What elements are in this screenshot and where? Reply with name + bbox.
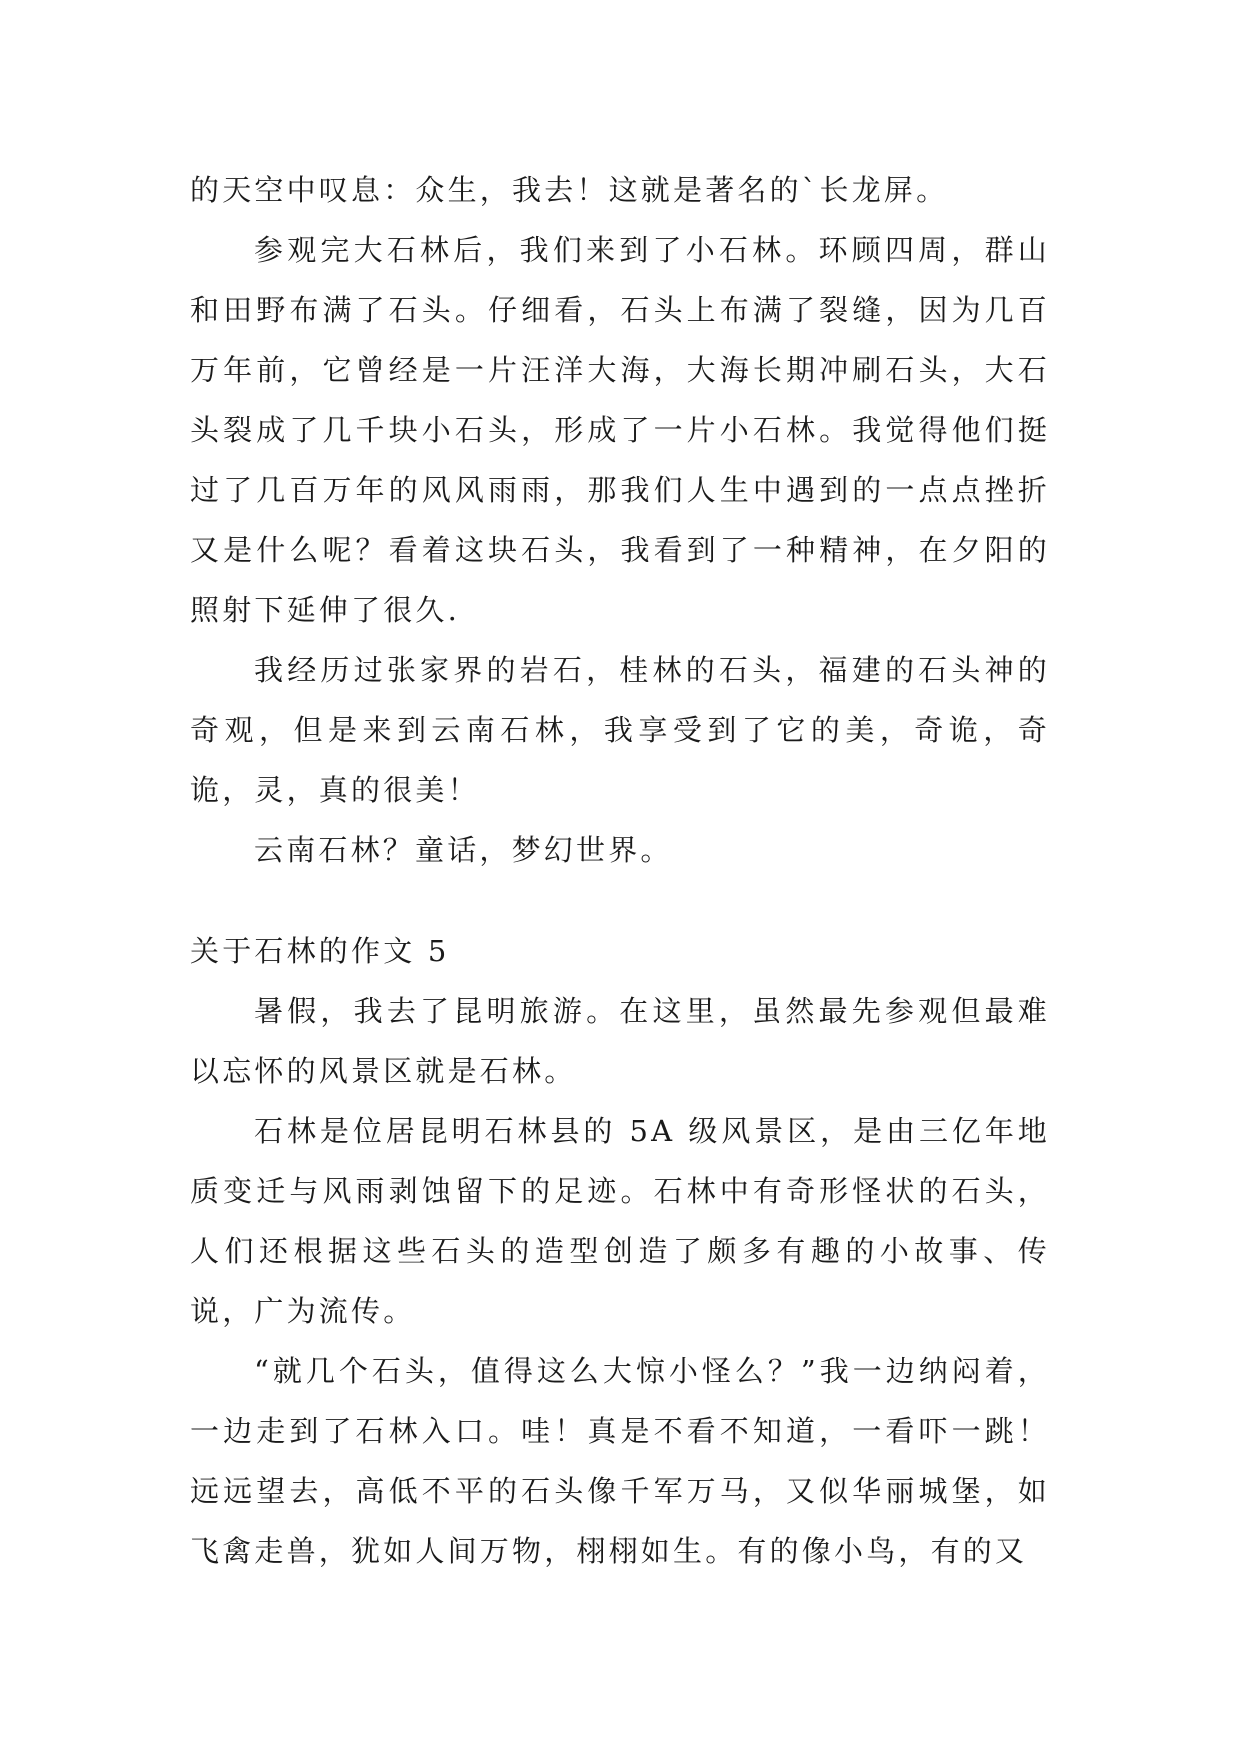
section-title: 关于石林的作文 5 (190, 934, 450, 968)
paragraph: 我经历过张家界的岩石，桂林的石头，福建的石头神的奇观，但是来到云南石林，我享受到了它的美，奇诡，奇诡，灵，真的很美！ (190, 653, 1050, 807)
paragraph: 云南石林？童话，梦幻世界。 (254, 833, 673, 867)
paragraph: 石林是位居昆明石林县的 5A 级风景区，是由三亿年地质变迁与风雨剥蚀留下的足迹。石林中有奇形怪状的石头，人们还根据这些石头的造型创造了颇多有趣的小故事、传说，广为流传。 (190, 1114, 1050, 1328)
paragraph: 的天空中叹息：众生，我去！这就是著名的`长龙屏。 (190, 173, 949, 207)
document-body (190, 160, 1050, 1581)
paragraph: 暑假，我去了昆明旅游。在这里，虽然最先参观但最难以忘怀的风景区就是石林。 (190, 994, 1050, 1088)
paragraph: “就几个石头，值得这么大惊小怪么？”我一边纳闷着，一边走到了石林入口。哇！真是不看不知道，一看吓一跳！远远望去，高低不平的石头像千军万马，又似华丽城堡，如飞禽走兽，犹如人间万物，栩栩如生。有的像小鸟，有的又 (190, 1354, 1050, 1568)
paragraph: 参观完大石林后，我们来到了小石林。环顾四周，群山和田野布满了石头。仔细看，石头上布满了裂缝，因为几百万年前，它曾经是一片汪洋大海，大海长期冲刷石头，大石头裂成了几千块小石头，形成了一片小石林。我觉得他们挺过了几百万年的风风雨雨，那我们人生中遇到的一点点挫折又是什么呢？看着这块石头，我看到了一种精神，在夕阳的照射下延伸了很久. (190, 233, 1050, 627)
